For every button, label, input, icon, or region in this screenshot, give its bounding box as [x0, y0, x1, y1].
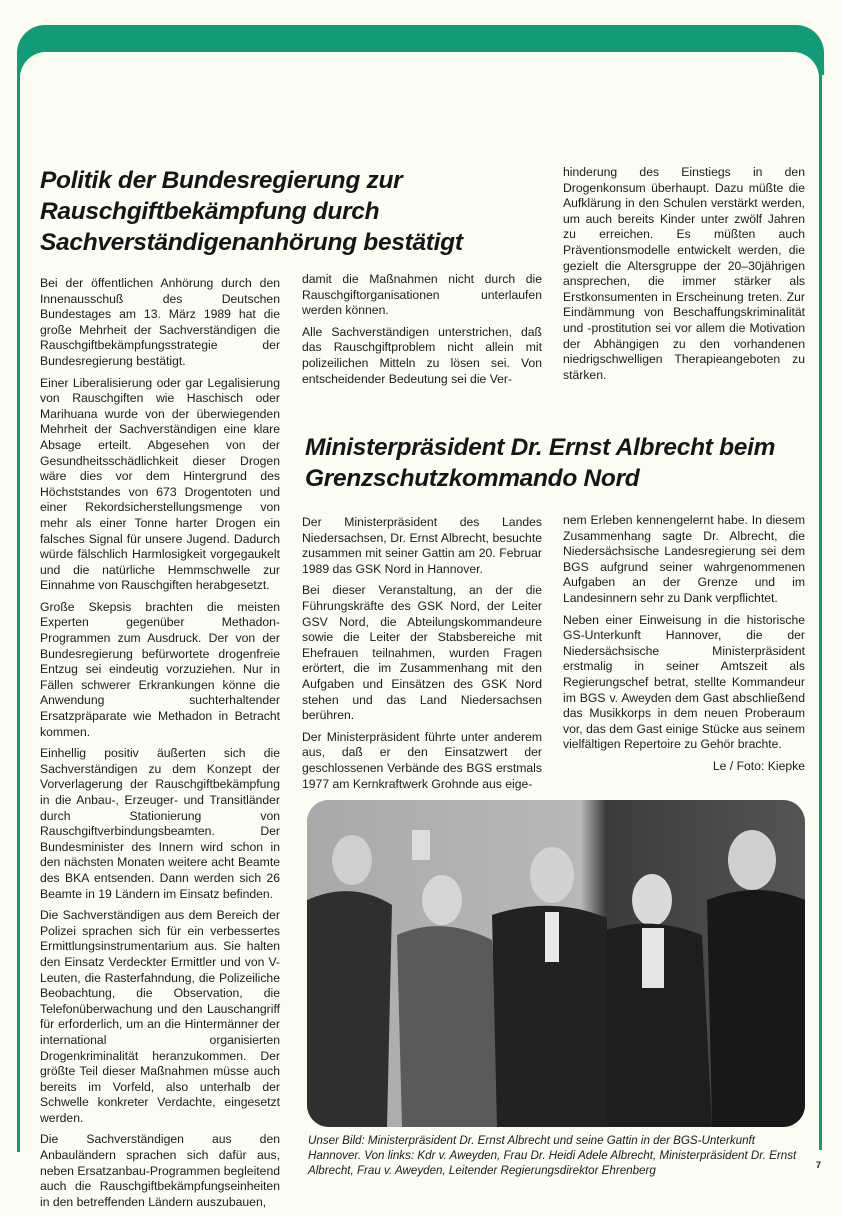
wall-picture: [412, 830, 430, 860]
article1-paragraph: Einer Liberalisierung oder gar Legalisierung von Rauschgiften wie Haschisch oder Marihuana wurde von der überwiegenden Mehrheit der Sachverständigen eine klare Absage erteilt. Abgesehen von der Gesundheitsschädlichkeit dieser Drogen wäre dies vor dem Hintergrund des Höchststandes von 673 Drogentoten und einer Rekordsicherstellungsmenge von mehr als einer Tonne harter Drogen ein falsches Signal für unsere Jugend. Dadurch würde fälschlich Harmlosigkeit vorgegaukelt und die natürliche Hemmschwelle zur Einnahme von Rauschgiften herabgesetzt.: [40, 375, 280, 593]
article2-column-2: [563, 513, 805, 781]
article2-paragraph: nem Erleben kennengelernt habe. In diesem Zusammenhang sagte Dr. Albrecht, die Niedersächsische Landesregierung sei dem BGS aufgrund seiner wahrgenommenen Aufgaben an der Grenze und im Landesinnern sehr zu Dank verpflichtet.: [563, 513, 805, 605]
photo-illustration: [307, 800, 805, 1127]
article1-column-1: [40, 276, 280, 1216]
article2-column-1: [302, 515, 542, 798]
article1-headline: Politik der Bundesregierung zur Rauschgiftbekämpfung durch Sachverständigenanhörung bestätigt: [40, 167, 463, 256]
article1-paragraph: hinderung des Einstiegs in den Drogenkonsum überhaupt. Dazu müßte die Aufklärung in den Schulen verstärkt werden, um auch bereits Kinder unter zwölf Jahren zu erreichen. Es müßten auch Präventionsmodelle entwickelt werden, die gezielt die Altersgruppe der 20–30jährigen ansprechen, die immer stärker als Erstkonsumenten in Erscheinung treten. Zur Eindämmung von Beschaffungskriminalität und -prostitution sei vor allem die Motivation der Abhängigen zu den vorhandenen niedrigschwelligen Therapieangeboten zu stärken.: [563, 165, 805, 382]
article1-paragraph: Bei der öffentlichen Anhörung durch den Innenausschuß des Deutschen Bundestages am 13. März 1989 hat die große Mehrheit der Sachverständigen die Rauschgiftbekämpfungsstrategie der Bundesregierung bestätigt.: [40, 276, 280, 368]
article2-headline: Ministerpräsident Dr. Ernst Albrecht beim Grenzschutzkommando Nord: [305, 434, 776, 492]
article1-column-2: [302, 272, 542, 393]
photo-credit: Le / Foto: Kiepke: [712, 758, 805, 773]
group-photo: [307, 800, 805, 1127]
article1-paragraph: Die Sachverständigen aus dem Bereich der Polizei sprachen sich für ein verbessertes Ermittlungsinstrumentarium aus. Sie halten den Einsatz Verdeckter Ermittler und von V-Leuten, die Rasterfahndung, die Polizeiliche Beobachtung, die Observation, die Telefonüberwachung und den Lauschangriff für erforderlich, um an die Hintermänner der international organisierten Drogenkriminalität heranzukommen. Der größte Teil dieser Maßnahmen müsse auch bereits im Vorfeld, also unterhalb der Schwelle konkreter Verdachte, eingesetzt werden.: [40, 908, 280, 1125]
article1-paragraph: Die Sachverständigen aus den Anbauländern sprachen sich dafür aus, neben Ersatzanbau-Programmen begleitend auch die Rauschgiftbekämpfungseinheiten in den betreffenden Ländern auszubauen,: [40, 1132, 280, 1209]
article1-paragraph: damit die Maßnahmen nicht durch die Rauschgiftorganisationen unterlaufen werden können.: [302, 272, 542, 318]
article2-paragraph: Der Ministerpräsident führte unter anderem aus, daß er den Einsatzwert der geschlossenen Verbände des BGS erstmals 1977 am Kernkraftwerk Grohnde aus eige-: [302, 729, 542, 791]
article2-paragraph: Neben einer Einweisung in die historische GS-Unterkunft Hannover, die der Niedersächsische Ministerpräsident erstmalig in seiner Amtszeit als Regierungschef betrat, stellte Kommandeur im BGS v. Aweyden dem Gast abschließend das Musikkorps in dem neuen Proberaum vor, das dem Gast einige Stücke aus seinem vielfältigen Repertoire zu Gehör brachte.: [563, 612, 805, 752]
photo-caption: Unser Bild: Ministerpräsident Dr. Ernst Albrecht und seine Gattin in der BGS-Unterkunft Hannover. Von links: Kdr v. Aweyden, Frau Dr. Heidi Adele Albrecht, Ministerpräsident Dr. Ernst Albrecht, Frau v. Aweyden, Leitender Regierungsdirektor Ehrenberg: [308, 1134, 797, 1177]
article1-paragraph: Alle Sachverständigen unterstrichen, daß das Rauschgiftproblem nicht allein mit polizeilichen Mitteln zu lösen sei. Von entscheidender Bedeutung sei die Ver-: [302, 324, 542, 386]
article2-paragraph: Bei dieser Veranstaltung, an der die Führungskräfte des GSK Nord, der Leiter GSV Nord, die Abteilungskommandeure sowie die Leiter der Stabsbereiche mit Ehefrauen teilnahmen, wurden Fragen erörtert, die im Zusammenhang mit den Aufgaben und Einsätzen des GSK Nord stehen und das Land Niedersachsen berühren.: [302, 583, 542, 723]
page-number: 7: [816, 1160, 822, 1170]
article1-paragraph: Große Skepsis brachten die meisten Experten gegenüber Methadon-Programmen zum Ausdruck. Der von der Bundesregierung befürwortete drogenfreie Entzug sei eindeutig vorzuziehen. Nur in Fällen schwerer Erkrankungen könne die Anwendung suchterhaltender Ersatzpräparate wie Methadon in Betracht kommen.: [40, 599, 280, 739]
article1-column-3: [563, 165, 805, 389]
article2-paragraph: Der Ministerpräsident des Landes Niedersachsen, Dr. Ernst Albrecht, besuchte zusammen mit seiner Gattin am 20. Februar 1989 das GSK Nord in Hannover.: [302, 515, 542, 576]
green-frame-left: [17, 60, 20, 1152]
green-frame-right: [819, 60, 822, 1150]
article1-paragraph: Einhellig positiv äußerten sich die Sachverständigen zu dem Konzept der Vorverlagerung der Rauschgiftbekämpfung in die Anbau-, Erzeuger- und Transitländer durch Stationierung von Rauschgiftverbindungsbeamten. Der Bundesminister des Innern wird schon in den nächsten Monaten weitere acht Beamte des BKA entsenden. Dann werden sich 26 Beamte in 19 Ländern im Einsatz befinden.: [40, 746, 280, 901]
